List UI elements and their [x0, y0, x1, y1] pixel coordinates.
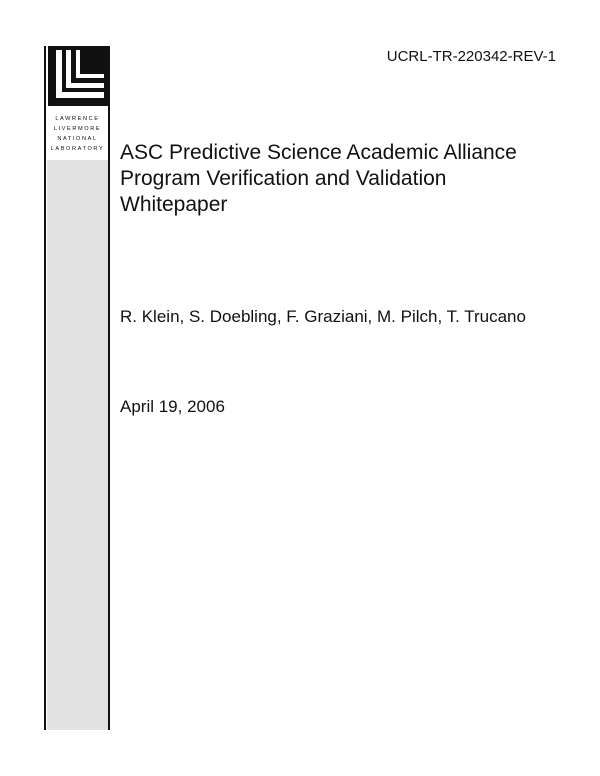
sidebar-gray-band: [47, 160, 108, 730]
sidebar-right-rule: [108, 46, 110, 730]
logo-line-4: LABORATORY: [50, 146, 105, 152]
llnl-logo-icon: [48, 46, 108, 106]
sidebar-left-rule: [44, 46, 46, 730]
logo-line-1: LAWRENCE: [55, 116, 100, 122]
logo-line-2: LIVERMORE: [53, 126, 102, 132]
document-title: ASC Predictive Science Academic Alliance Program Verification and Validation Whitepaper: [120, 141, 517, 216]
document-date: April 19, 2006: [120, 397, 225, 416]
logo-wordmark: [47, 114, 108, 154]
report-number: UCRL-TR-220342-REV-1: [386, 48, 556, 65]
logo-line-3: NATIONAL: [57, 136, 98, 142]
document-authors: R. Klein, S. Doebling, F. Graziani, M. Pilch, T. Trucano: [120, 307, 526, 326]
